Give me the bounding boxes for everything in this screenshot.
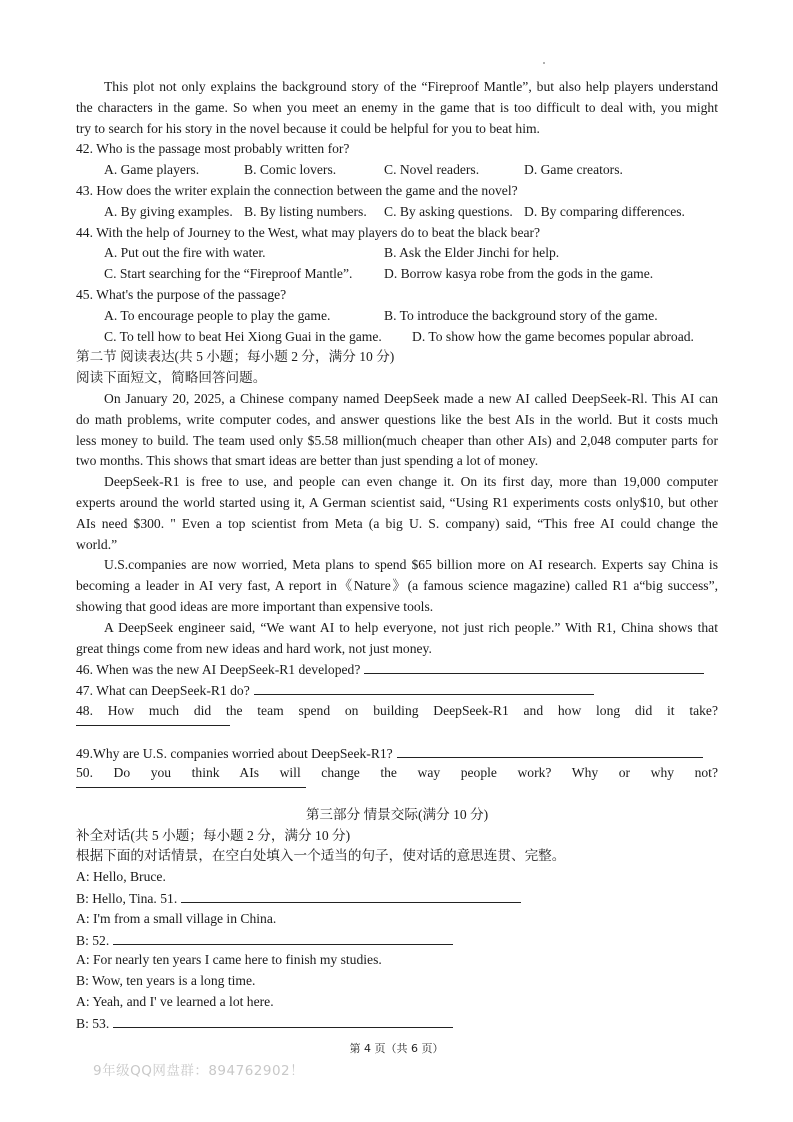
q45-option-d: D. To show how the game becomes popular abroad. bbox=[412, 328, 694, 344]
q42-options bbox=[76, 160, 718, 181]
content bbox=[76, 77, 718, 1034]
article-line: U.S.companies are now worried, Meta plans to spend $65 billion more on AI research. Experts say China is bbox=[104, 557, 718, 573]
q44-option-b: B. Ask the Elder Jinchi for help. bbox=[384, 245, 560, 261]
q51-answer-blank[interactable] bbox=[181, 888, 521, 903]
section2-instruction: 阅读下面短文，简略回答问题。 bbox=[76, 370, 267, 386]
dialogue-line-51 bbox=[76, 888, 718, 909]
q43-stem: 43. How does the writer explain the connection between the game and the novel? bbox=[76, 182, 518, 198]
q44-stem: 44. With the help of Journey to the West, what may players do to beat the black bear? bbox=[76, 224, 541, 240]
article-line: do math problems, write computer codes, and answer questions like the best AIs in the world. But it costs much bbox=[76, 411, 718, 427]
article-line: great things come from new ideas and hard work, not just money. bbox=[76, 640, 432, 656]
q43-option-b: B. By listing numbers. bbox=[244, 203, 367, 219]
q46-text: 46. When was the new AI DeepSeek-R1 developed? bbox=[76, 662, 361, 678]
q42-option-b: B. Comic lovers. bbox=[244, 162, 337, 178]
q45-options-row2 bbox=[76, 327, 718, 348]
q43-options bbox=[76, 202, 718, 223]
article-line: two months. This shows that smart ideas are better than just spending a lot of money. bbox=[76, 453, 539, 469]
q49-answer-blank[interactable] bbox=[397, 743, 703, 758]
q42-option-d: D. Game creators. bbox=[524, 162, 623, 178]
q42-stem: 42. Who is the passage most probably written for? bbox=[76, 141, 350, 157]
q50-answer-row bbox=[76, 784, 718, 805]
page-number: 第 4 页（共 6 页） bbox=[349, 1042, 444, 1055]
q44-options-row2 bbox=[76, 264, 718, 285]
q45-option-b: B. To introduce the background story of the game. bbox=[384, 307, 658, 323]
q47-text: 47. What can DeepSeek-R1 do? bbox=[76, 683, 250, 699]
dialogue-text: B: 52. bbox=[76, 932, 110, 948]
q42-option-a: A. Game players. bbox=[104, 162, 200, 178]
part3-instruction: 根据下面的对话情景，在空白处填入一个适当的句子，使对话的意思连贯、完整。 bbox=[76, 848, 566, 864]
part3-subtitle: 补全对话(共 5 小题；每小题 2 分，满分 10 分) bbox=[76, 827, 351, 843]
article-line: showing that good ideas are more important than expensive tools. bbox=[76, 598, 434, 614]
dialogue-text: B: Hello, Tina. 51. bbox=[76, 891, 178, 907]
part3-title: 第三部分 情景交际(满分 10 分) bbox=[305, 806, 489, 822]
passage-line: try to search for his story in the novel because it could be helpful for you to beat him. bbox=[76, 120, 540, 136]
article-line: less money to build. The team used only $5.58 million(much cheaper than other AIs) and 2,048 computer parts for bbox=[76, 432, 718, 448]
watermark: 9年级QQ网盘群：894762902！ bbox=[93, 1063, 305, 1079]
dialogue-text: B: 53. bbox=[76, 1015, 110, 1031]
q45-option-c: C. To tell how to beat Hei Xiong Guai in the game. bbox=[104, 328, 382, 344]
dialogue-line: A: Yeah, and I' ve learned a lot here. bbox=[76, 994, 274, 1010]
article-line: A DeepSeek engineer said, “We want AI to help everyone, not just rich people.” With R1, China shows that bbox=[104, 619, 718, 635]
article-line: AIs need $300. " Even a top scientist from Meta (a big U. S. company) said, “This free AI could change the bbox=[76, 515, 718, 531]
q42-option-c: C. Novel readers. bbox=[384, 162, 480, 178]
article-line: experts around the world started using it, A German scientist said, “Using R1 experiments costs only$10, but other bbox=[76, 494, 718, 510]
dialogue-line: A: I'm from a small village in China. bbox=[76, 910, 277, 926]
q52-answer-blank[interactable] bbox=[113, 930, 453, 945]
q47-line bbox=[76, 680, 718, 701]
dialogue-line: A: For nearly ten years I came here to finish my studies. bbox=[76, 952, 382, 968]
q44-option-d: D. Borrow kasya robe from the gods in the game. bbox=[384, 266, 654, 282]
q46-line bbox=[76, 659, 718, 680]
article-line: world.” bbox=[76, 536, 118, 552]
dialogue-line: B: Wow, ten years is a long time. bbox=[76, 973, 256, 989]
dialogue-line: A: Hello, Bruce. bbox=[76, 869, 166, 885]
q49-text: 49.Why are U.S. companies worried about DeepSeek-R1? bbox=[76, 745, 393, 761]
q48-text: 48. How much did the team spend on building DeepSeek-R1 and how long did it take? bbox=[76, 702, 718, 718]
passage-line: This plot not only explains the background story of the “Fireproof Mantle”, but also help players understand bbox=[104, 79, 718, 94]
passage-line: the characters in the game. So when you meet an enemy in the game that is too difficult to deal with, you might bbox=[76, 99, 718, 115]
q53-answer-blank[interactable] bbox=[113, 1013, 453, 1028]
q49-line bbox=[76, 743, 718, 764]
q47-answer-blank[interactable] bbox=[254, 680, 594, 695]
section2-title: 第二节 阅读表达(共 5 小题；每小题 2 分，满分 10 分) bbox=[76, 349, 395, 365]
q48-answer-blank[interactable] bbox=[76, 725, 230, 726]
q45-option-a: A. To encourage people to play the game. bbox=[104, 307, 331, 323]
q50-answer-blank[interactable] bbox=[76, 787, 306, 788]
article-line: becoming a leader in AI very fast, A report in《Nature》(a famous science magazine) called R1 a“big success”, bbox=[76, 578, 718, 594]
q50-text: 50. Do you think AIs will change the way people work? Why or why not? bbox=[76, 765, 718, 781]
dialogue-line-52 bbox=[76, 930, 718, 951]
q44-option-c: C. Start searching for the “Fireproof Mantle”. bbox=[104, 266, 353, 282]
q43-option-c: C. By asking questions. bbox=[384, 203, 513, 219]
q45-options-row1 bbox=[76, 306, 718, 327]
q43-option-d: D. By comparing differences. bbox=[524, 203, 685, 219]
article-line: DeepSeek-R1 is free to use, and people can even change it. On its first day, more than 19,000 computer bbox=[104, 474, 718, 490]
article-line: On January 20, 2025, a Chinese company named DeepSeek made a new AI called DeepSeek-Rl. This AI can bbox=[104, 390, 718, 406]
q44-options-row1 bbox=[76, 243, 718, 264]
q44-option-a: A. Put out the fire with water. bbox=[104, 245, 266, 261]
speck bbox=[543, 62, 545, 64]
q48-answer-row bbox=[76, 722, 718, 743]
q45-stem: 45. What's the purpose of the passage? bbox=[76, 286, 287, 302]
q46-answer-blank[interactable] bbox=[364, 659, 704, 674]
q43-option-a: A. By giving examples. bbox=[104, 203, 233, 219]
dialogue-line-53 bbox=[76, 1013, 718, 1034]
